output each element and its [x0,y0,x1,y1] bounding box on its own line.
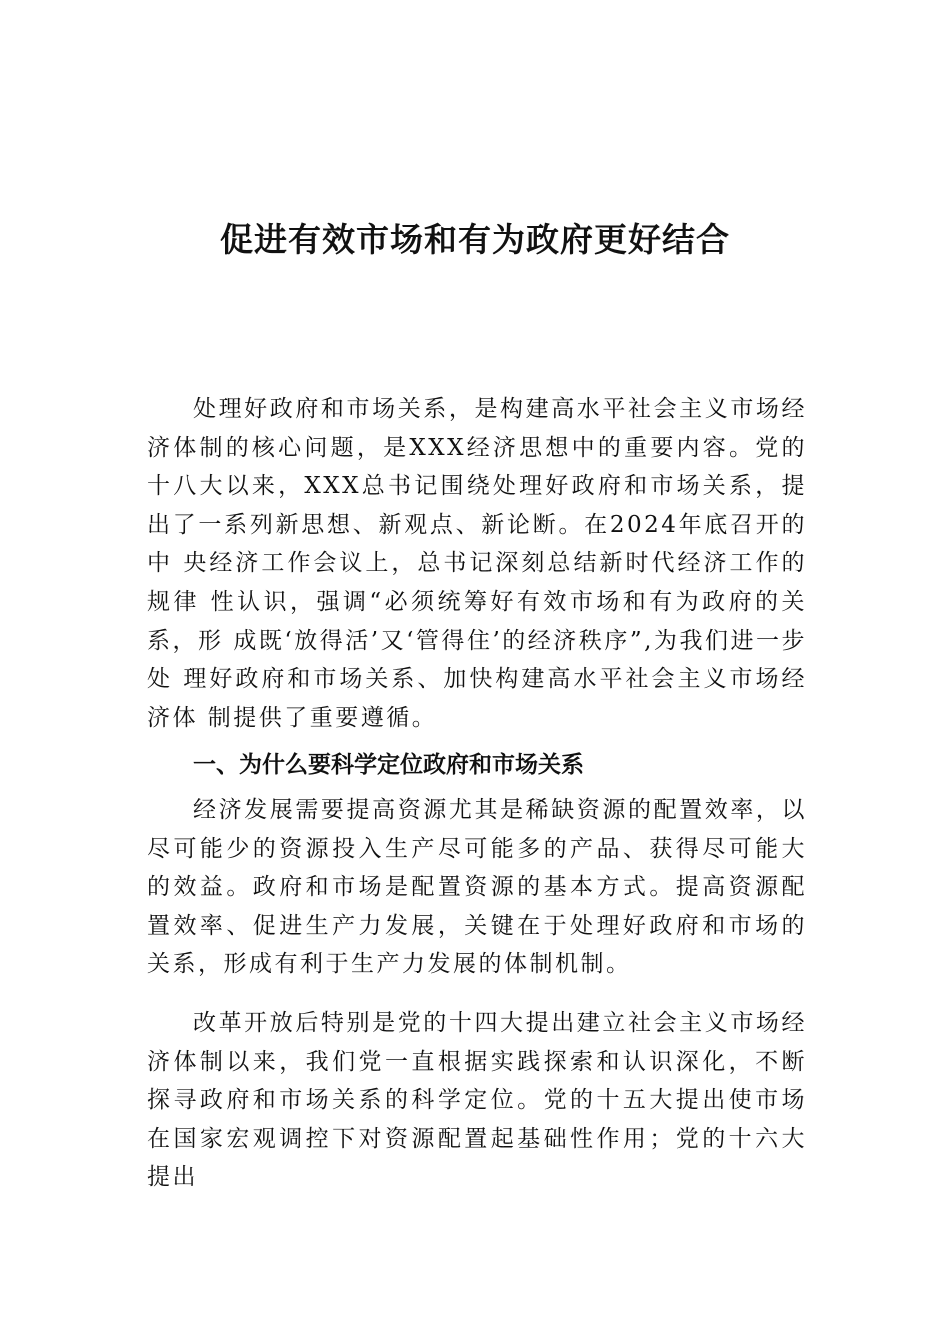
section-heading: 一、为什么要科学定位政府和市场关系 [193,752,584,778]
intro-paragraph: 处理好政府和市场关系，是构建高水平社会主义市场经济体制的核心问题，是XXX经济思想中的重要内容。党的十八大以来，XXX总书记围绕处理好政府和市场关系，提出了一系列新思想、新观点、新论断。在2024年底召开的中 央经济工作会议上，总书记深刻总结新时代经济工作的规律 性认识，强调“必须统筹好有效市场和有为政府的关系，形 成既‘放得活’又‘管得住’的经济秩序”,为我们进一步处 理好政府和市场关系、加快构建高水平社会主义市场经济体 制提供了重要遵循。 [147,396,807,731]
body-paragraph: 改革开放后特别是党的十四大提出建立社会主义市场经济体制以来，我们党一直根据实践探索和认识深化，不断探寻政府和市场关系的科学定位。党的十五大提出使市场在国家宏观调控下对资源配置起基础性作用；党的十六大提出 [147,1010,807,1191]
body-paragraph: 经济发展需要提高资源尤其是稀缺资源的配置效率，以尽可能少的资源投入生产尽可能多的产品、获得尽可能大的效益。政府和市场是配置资源的基本方式。提高资源配置效率、促进生产力发展，关键在于处理好政府和市场的关系，形成有利于生产力发展的体制机制。 [147,797,807,978]
document-title: 促进有效市场和有为政府更好结合 [220,220,730,259]
